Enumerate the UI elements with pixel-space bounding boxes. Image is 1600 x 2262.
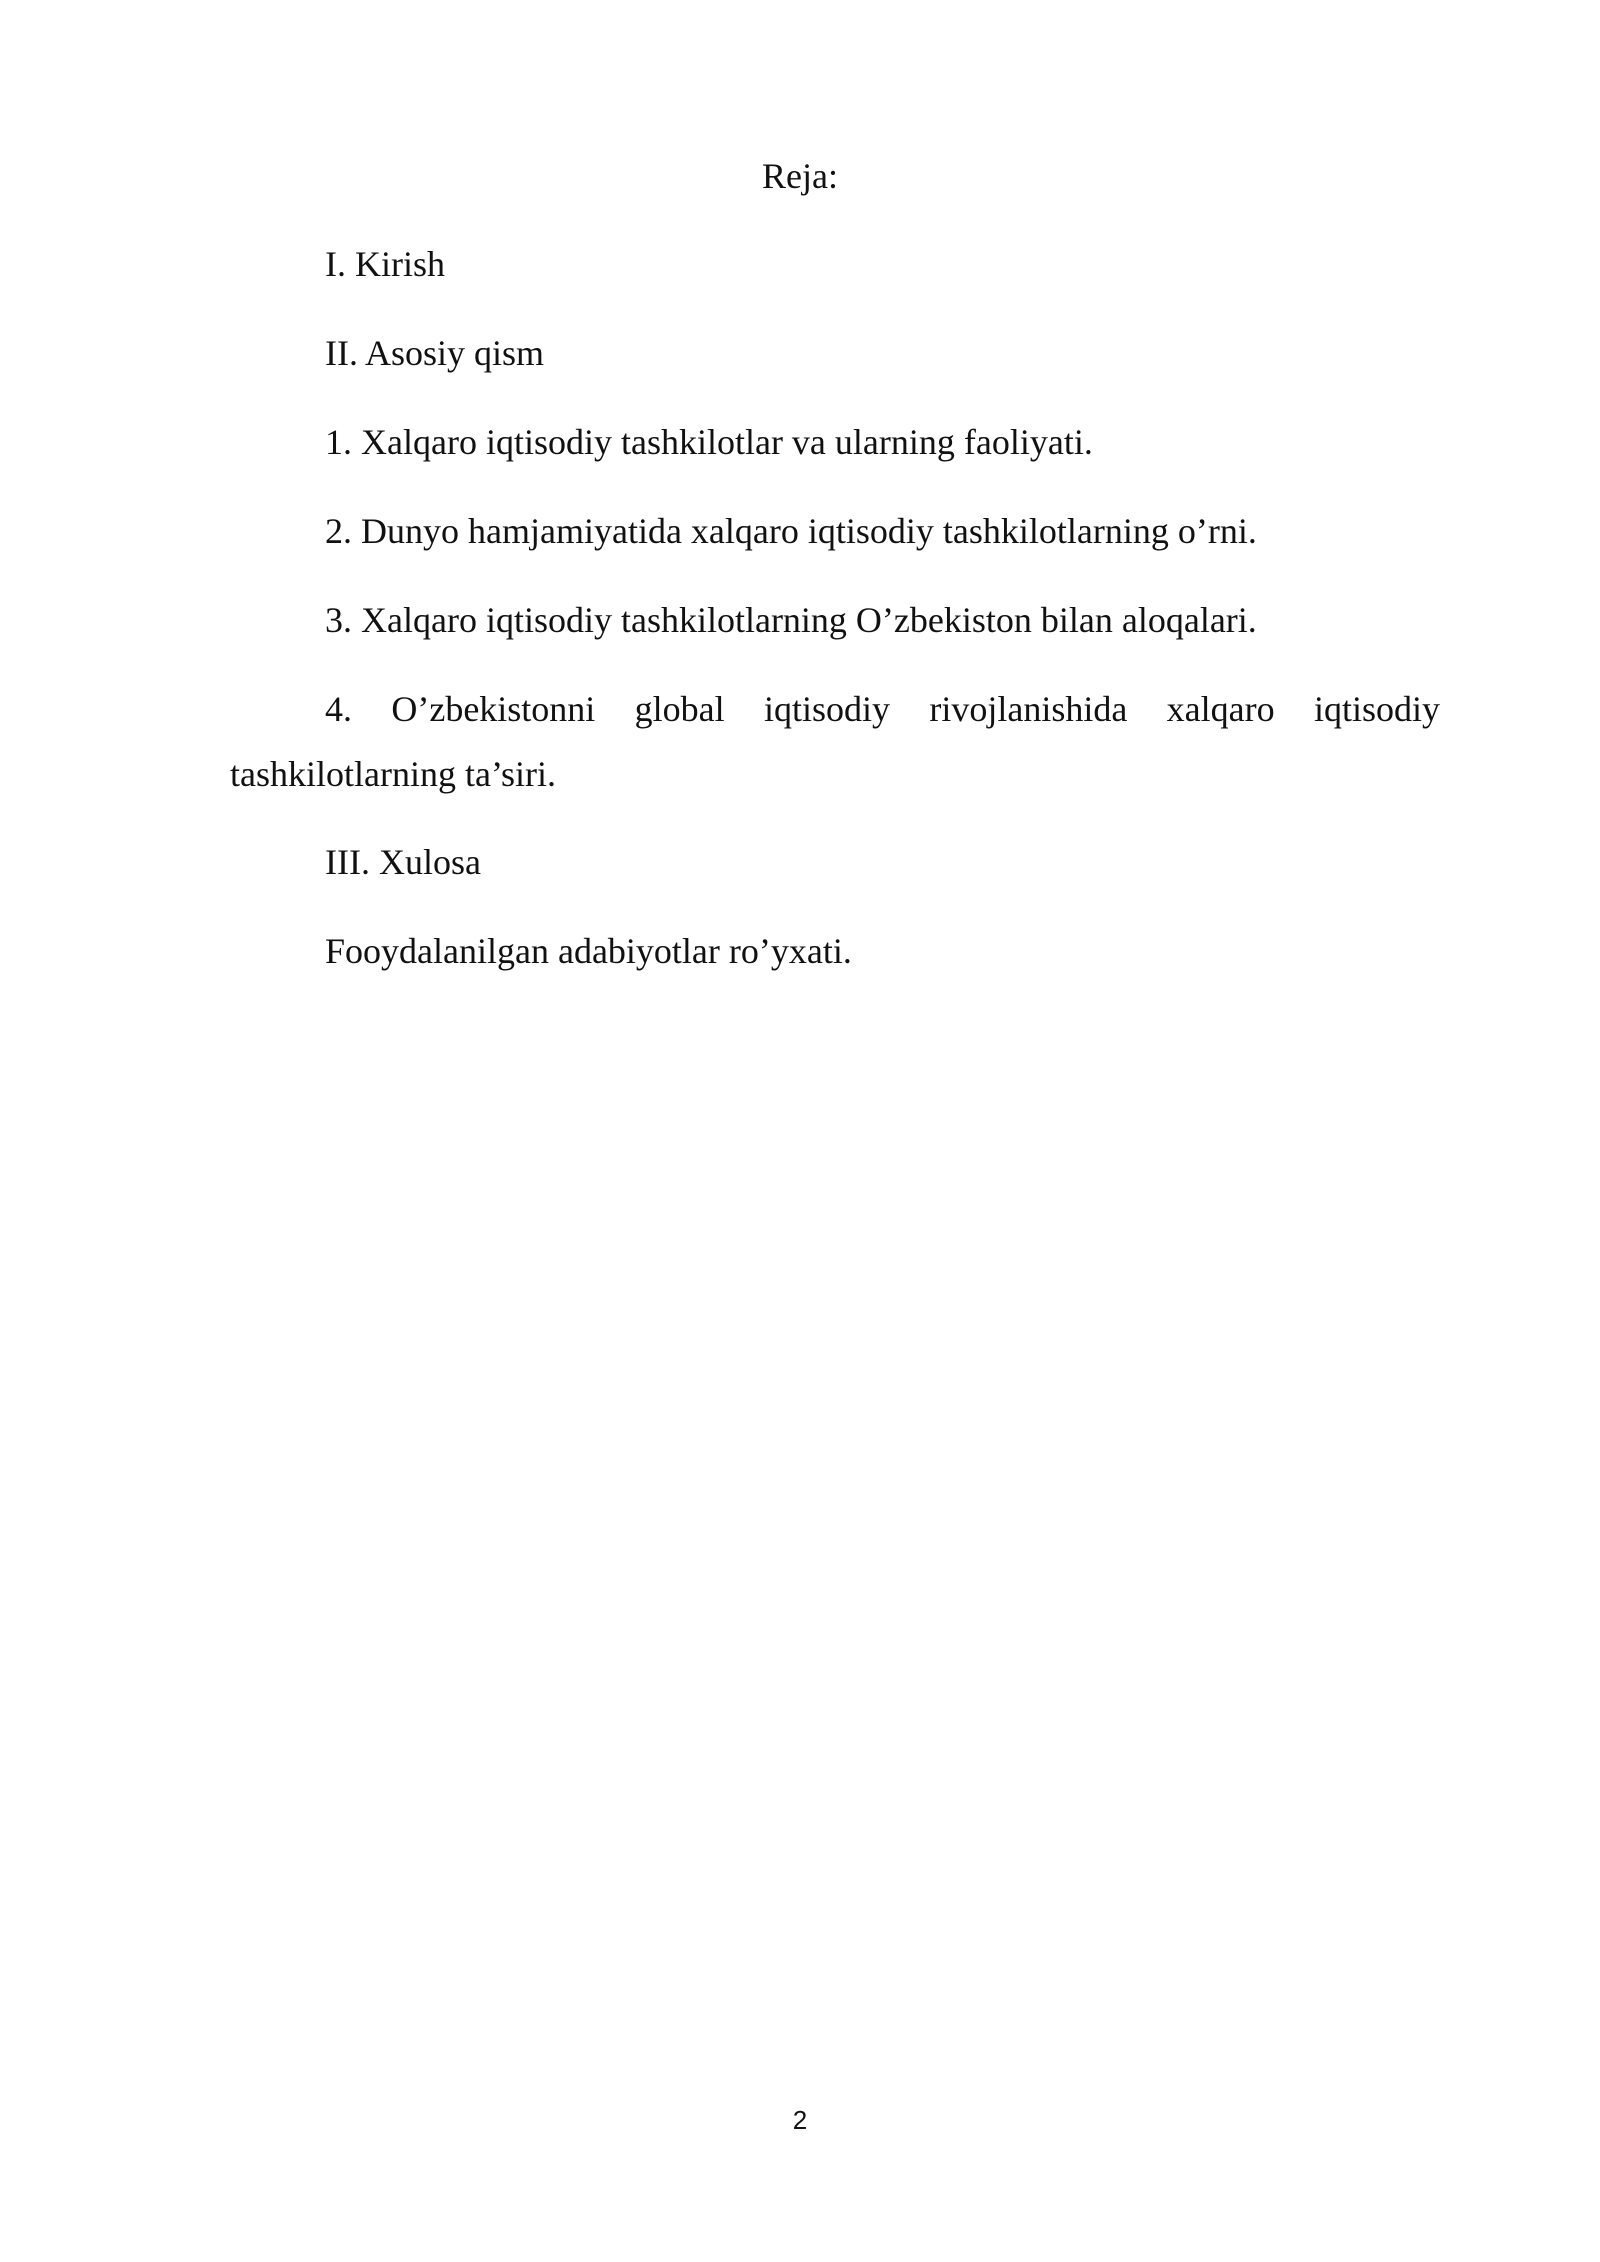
plan-item-4: 4. O’zbekistonni global iqtisodiy rivojlanishida xalqaro iqtisodiy tashkilotlarning ta’siri. bbox=[230, 689, 1440, 794]
plan-item-2: 2. Dunyo hamjamiyatida xalqaro iqtisodiy tashkilotlarning o’rni. bbox=[325, 511, 1257, 551]
plan-item-3: 3. Xalqaro iqtisodiy tashkilotlarning O’zbekiston bilan aloqalari. bbox=[325, 600, 1257, 640]
plan-title: Reja: bbox=[762, 156, 838, 196]
plan-item-references: Fooydalanilgan adabiyotlar ro’yxati. bbox=[325, 931, 852, 971]
plan-item-conclusion: III. Xulosa bbox=[325, 842, 481, 882]
page-number: 2 bbox=[792, 2105, 808, 2135]
plan-item-main-part: II. Asosiy qism bbox=[325, 333, 545, 373]
plan-item-1: 1. Xalqaro iqtisodiy tashkilotlar va ularning faoliyati. bbox=[325, 422, 1093, 462]
plan-item-introduction: I. Kirish bbox=[325, 244, 445, 284]
